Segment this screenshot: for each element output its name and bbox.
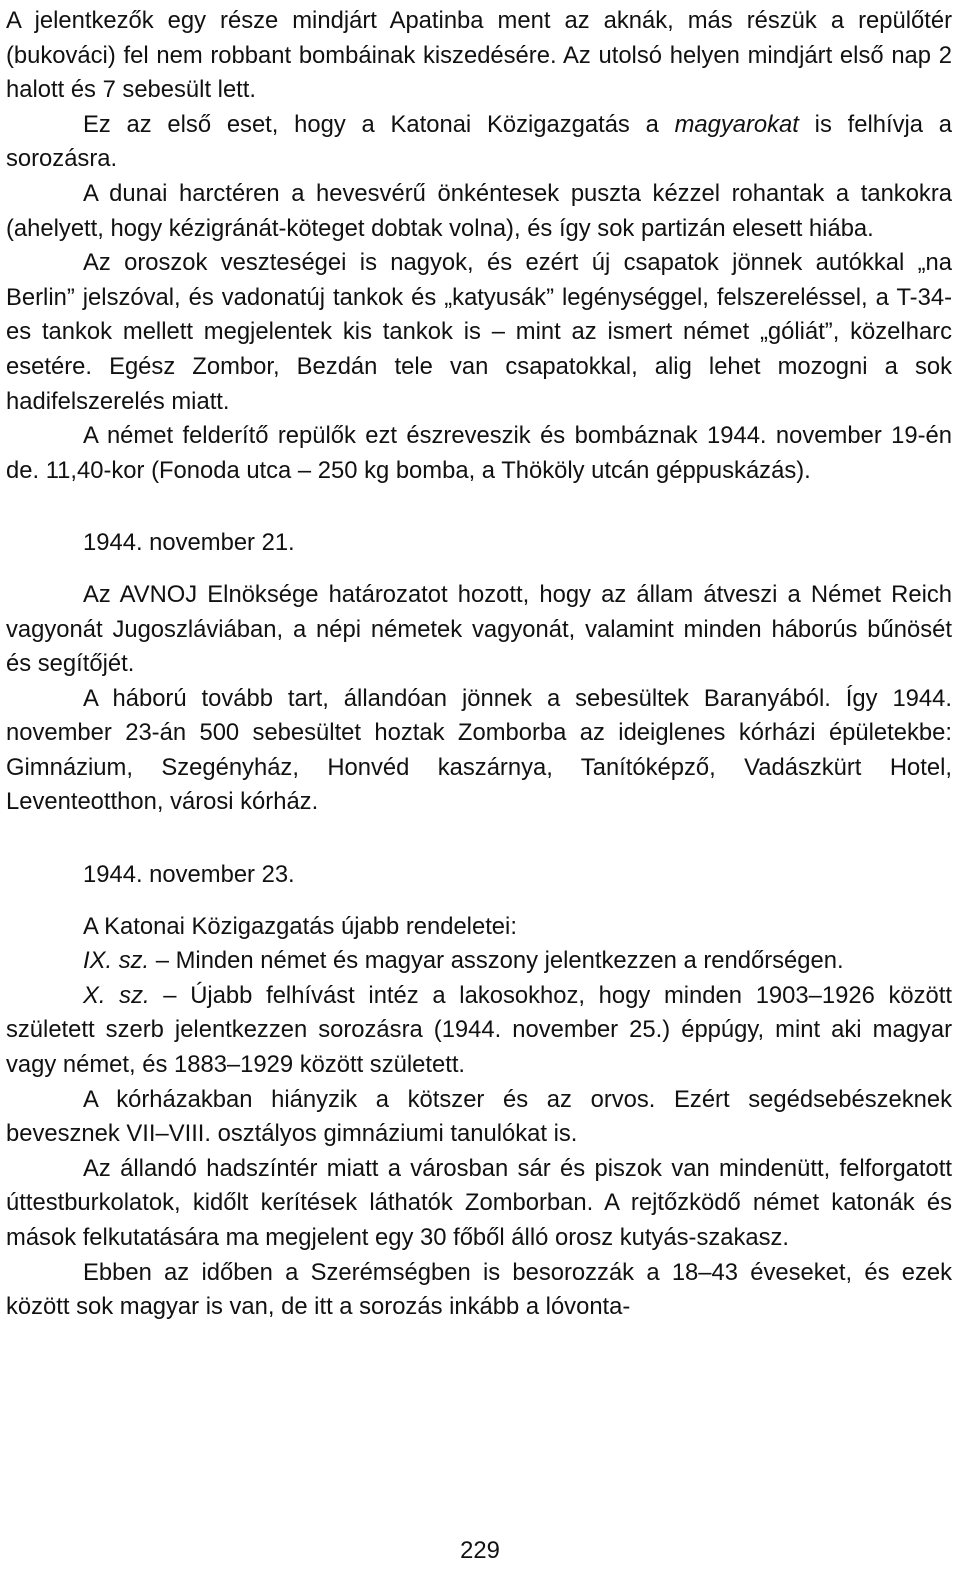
paragraph-text: A háború tovább tart, állandóan jönnek a sebesültek Baranyából. Így 1944. november 23-án 500 sebesültet hoztak Zomborba az ideiglenes kórházi épületekbe: Gimnázium, Szegényház, Honvéd kaszárnya, Tanítóképző, Vadászkürt Hotel, Leventeotthon, városi kórház. xyxy=(6,684,952,816)
paragraph xyxy=(6,177,952,246)
paragraph-group-3 xyxy=(6,1083,952,1325)
date-heading: 1944. november 21. xyxy=(83,529,295,557)
decree-item xyxy=(6,944,952,979)
decree-number: X. sz. xyxy=(83,981,150,1009)
paragraph-text: Ez az első eset, hogy a Katonai Közigazgatás a xyxy=(83,110,675,138)
paragraph xyxy=(6,1256,952,1325)
decree-item xyxy=(6,979,952,1083)
paragraph-text: Az állandó hadszíntér miatt a városban sár és piszok van mindenütt, felforgatott úttestburkolatok, kidőlt kerítések láthatók Zomborban. A rejtőzködő német katonák és mások felkutatására ma megjelent egy 30 főből álló orosz kutyás-szakasz. xyxy=(6,1154,952,1251)
decree-number: IX. sz. xyxy=(83,947,150,975)
paragraph-text: Ebben az időben a Szerémségben is besorozzák a 18–43 éveseket, és ezek között sok magyar is van, de itt a sorozás inkább a lóvonta- xyxy=(6,1258,952,1321)
paragraph xyxy=(6,108,952,177)
paragraph xyxy=(6,578,952,682)
decree-text: – Minden német és magyar asszony jelentkezzen a rendőrségen. xyxy=(149,947,844,975)
decree-text: – Újabb felhívást intéz a lakosokhoz, hogy minden 1903–1926 között született szerb jelentkezzen sorozásra (1944. november 25.) éppúgy, mint aki magyar vagy német, és 1883–1929 között született. xyxy=(6,981,952,1079)
paragraph-text: is felhívja a sorozásra. xyxy=(6,110,952,173)
paragraph xyxy=(6,1152,952,1256)
paragraph-text: A német felderítő repülők ezt észreveszik és bombáznak 1944. november 19-én de. 11,40-kor (Fonoda utca – 250 kg bomba, a Thököly utcán géppuskázás). xyxy=(6,422,952,484)
paragraph-text: Az oroszok veszteségei is nagyok, és ezért új csapatok jönnek autókkal „na Berlin” jelszóval, és vadonatúj tankok és „katyusák” legénységgel, felszereléssel, a T-34-es tankok mellett megjelentek kis tankok is – mint az ismert német „góliát”, közelharc esetére. Egész Zombor, Bezdán tele van csapatokkal, alig lehet mozogni a sok hadifelszerelés miatt. xyxy=(6,249,952,415)
paragraph xyxy=(6,4,952,108)
paragraph-group-2 xyxy=(6,578,952,820)
paragraph-text: Az AVNOJ Elnöksége határozatot hozott, hogy az állam átveszi a Német Reich vagyonát Jugoszláviában, a népi németek vagyonát, valamint minden háborús bűnösét és segítőjét. xyxy=(6,580,952,678)
paragraph xyxy=(6,419,952,488)
paragraph xyxy=(6,682,952,820)
paragraph-text: A dunai harctéren a hevesvérű önkéntesek puszta kézzel rohantak a tankokra (ahelyett, hogy kézigránát-köteget dobtak volna), és így sok partizán elesett hiába. xyxy=(6,179,952,242)
paragraph-text: A jelentkezők egy része mindjárt Apatinba ment az aknák, más részük a repülőtér (bukováci) fel nem robbant bombáinak kiszedésére. Az utolsó helyen mindjárt első nap 2 halott és 7 sebesült lett. xyxy=(6,7,952,104)
decrees-intro: A Katonai Közigazgatás újabb rendeletei: xyxy=(83,912,517,940)
paragraph xyxy=(6,1083,952,1152)
page-number: 229 xyxy=(460,1537,500,1564)
date-heading: 1944. november 23. xyxy=(83,861,295,889)
paragraph-group-1 xyxy=(6,4,952,488)
paragraph xyxy=(6,246,952,419)
paragraph-text: A kórházakban hiányzik a kötszer és az orvos. Ezért segédsebészeknek bevesznek VII–VIII. osztályos gimnáziumi tanulókat is. xyxy=(6,1085,952,1148)
italic-text: magyarokat xyxy=(674,110,799,138)
page-body xyxy=(6,4,952,1325)
